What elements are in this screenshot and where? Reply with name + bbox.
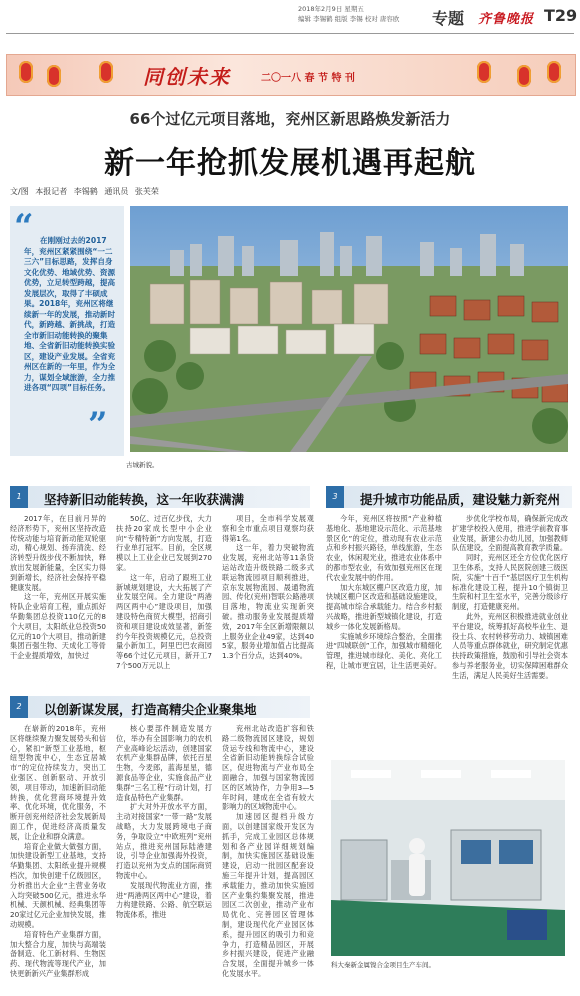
section-title: 提升城市功能品质，建设魅力新兖州: [360, 492, 561, 507]
close-quote-icon: ”: [88, 405, 108, 445]
header-editors: 编辑 李锡鹤 组版 李锡 校对 唐容欧: [298, 15, 400, 23]
lantern-icon: [547, 61, 561, 83]
section-title: 坚持新旧动能转换，这一年收获满满: [44, 492, 245, 507]
lantern-icon: [47, 65, 61, 87]
article-byline: 文/图 本报记者 李锡鹤 通讯员 张芙荣: [10, 187, 159, 196]
section-header-2: [10, 696, 310, 718]
page-number: T29: [544, 6, 578, 25]
city-aerial-photo: [130, 206, 568, 452]
section-title: 以创新谋发展，打造高精尖企业聚集地: [44, 702, 257, 717]
section3-column-1: 今年，兖州区将按照“产业种植基地化、基地建设示范化、示范基地景区化”的定位，推动现有农业示范点和乡村振兴路径，单线旅游，生态农业，休闲观光业，推进农业体系中的都市型农业，有效加强兖州区在现代农业发展中的作用。 加大东城区棚户区改造力度，加快城区棚户区改造和基础设施建设，提高城市综合承载能力。结合乡村振兴战略，推进新型城镇化建设，打造城乡一体化发展新格局。 实施城乡环境综合整治，全面推进“四城联创”工作，加强城市精细化管理，推进城市绿化、美化、亮化工程，让城市更宜居，让生活更美好。: [326, 514, 442, 670]
banner-subtitle: 二〇一八 春 节 特 刊: [261, 73, 355, 84]
newspaper-logo: 齐鲁晚报: [478, 12, 535, 27]
section-label: 专题: [432, 9, 465, 28]
section-header-1: [10, 486, 310, 508]
section-number-badge: 1: [10, 486, 28, 508]
city-photo-graphic: [130, 206, 568, 452]
header-meta: [298, 4, 428, 24]
banner-title: 同创未来: [143, 65, 231, 89]
section-number-badge: 3: [326, 486, 344, 508]
section2-column-2: 核心要部件制造发展方位，举办有全国影响力的农机产业高峰论坛活动，创建国家农机产业集群品牌，依托百星生物，今麦郎，蓝海星星，德源食品等企业，实施食品产业集群“三名工程”行动计划，打造食品特色产业集群。 扩大对外开放水平方面，主动对接国家“一带一路”发展战略，大力发展跨境电子商务，争取设立“中欧班列”兖州站点，推进兖州国际陆港建设，引导企业加强海外投资，打造以兖州为支点的国际商贸物流中心。 发展现代物流业方面，推进“两港两区两中心”建设，着力构建铁路、公路、航空联运物流体系，推进: [116, 724, 212, 920]
festival-banner: [6, 54, 576, 96]
section3-column-2: 步优化学校布局，确保新完成改扩建学校投入使用，推进学前教育事业发展，新建公办幼儿园，加强教师队伍建设，全面提高教育教学质量。 同时，兖州区还全方位优化医疗卫生体系，支持人民医院创建三级医院，实施“十百千”基层医疗卫生机构标准化建设工程，提升10个镇街卫生院和村卫生室水平，完善分级诊疗制度，打造健康兖州。 此外，兖州区积极推进就业创业平台建设，统筹抓好高校毕业生、退役士兵、农村转移劳动力、城镇困难人员等重点群体就业，研究制定优惠扶持政策措施，鼓励和引导社会资本参与养老服务业，切实保障困难群众生活，满足人民美好生活需要。: [452, 514, 568, 680]
factory-caption: 科大秦新金属镍合金项目生产车间。: [331, 961, 435, 969]
factory-workshop-photo: [331, 760, 565, 956]
section-number-badge: 2: [10, 696, 28, 718]
section1-column-1: 2017年，在目前月异的经济形势下，兖州区坚持改造传统动能与培育新动能双轮驱动，精心规划、扬弃清洗、经济转型升级步伐不断加快，释放出发展新能量，全区实力得到新增长，经济社会保持平稳健康发展。 这一年，兖州区开展实施特队企业培育工程，重点抓好华勤集团总投资110亿元的8个大项目，太阳纸业总投资50亿元的10个大项目，推动新建集团百强生物、天成化工等骨干企业提质增效，加快过: [10, 514, 106, 661]
section2-column-3: 兖州北站改造扩容和铁路二级物流园区建设，规划货运专线和物流中心，建设全省新旧动能转换综合试验区，促进物流与产业布局全面融合，加强与国家物流园区的区域协作，力争用3—5年时间，建成在全省有较大影响力的区域物流中心。 加速园区提档升级方面，以创建国家级开发区为抓手，完成工业园区总体规划和各产业园详细规划编制，加快实施园区基础设施建设，启动一批园区配套设施三年提升计划，提高园区承载能力，推动加快实施园区产业集约集聚发展，推进园区二次创业，推动产业布局优化、完善园区管理体制，建设现代化产业园区体系，提升园区的吸引力和竞争力，打造精品园区，开展乡村振兴建设，促进产业融合发展，全面提升城乡一体化发展水平。: [222, 724, 314, 978]
lantern-icon: [99, 61, 113, 83]
photo-caption: 古城新貌。: [126, 461, 159, 469]
factory-photo-graphic: [331, 760, 565, 956]
open-quote-icon: “: [14, 207, 34, 247]
lead-text: 在刚刚过去的2017年，兖州区紧紧围绕“一二三六”目标思路，发挥自身文化优势、地域优势、资源优势，立足转型跨越，提高发展层次，取得了丰硕成果。2018年，兖州区将继续新一年的发展，推动新时代，新跨越、新挑战，打造全市新旧动能转换的聚集地、全省新旧动能转换实验区，建设产业发展。全省兖州区在新的一年里，作为全力，谋划全域旅游，全力推进各项“四项”目标任务。: [24, 236, 116, 392]
article-headline: 新一年抢抓发展机遇再起航: [104, 146, 476, 181]
header-date: 2018年2月9日 星期五: [298, 5, 364, 13]
lantern-icon: [477, 61, 491, 83]
section1-column-2: 50亿、过百亿步伐，大力扶持20家成长型中小企业向“专精特新”方向发展，打造行业单打冠军。目前，全区规模以上工业企业已发展到270家。 这一年，启动了跟班工业新城规划建设，大大拓展了产业发展空间。全力建设“两港两区两中心”建设项目，加强建设特色商贸大模型，招商引资和项目建设成效显著，新签约今年投资规模亿元，总投资量小新加工，阿里巴巴农商园等66个过亿元项目，新开工77个500万元以上: [116, 514, 212, 670]
section1-column-3: 项目，全市科学发展观察和全市重点项目观察均获得第1名。 这一年，着力突破物流业发展，兖州北站等11条货运站改造升级铁路二级多式联运物流园项目顺利推进，京东发展物流园、晟通物流园、传化(兖州)智联公路港项目落地，物流业实现新突破。推动服务业发展提质增效，2017年全区新增限额以上服务业企业49家，达到405家，服务业增加值占比提高1.3个百分点，达到40%。: [222, 514, 314, 661]
header-divider: [6, 33, 574, 34]
lantern-icon: [517, 65, 531, 87]
section2-column-1: 在崭新的2018年，兖州区将继续聚力聚发展势头和信心，紧扣“新型工业基地，枢纽型物流中心，生态宜居城市”的定位持续发力，突出工业强区、创新驱动、开放引领，项目带动，加速新旧动能转换，优化营商环境提升效率、优化环境，优化服务，不断开创兖州经济社会发展新局面工作，促进经济高质量发展，让企业和群众满意。 培育企业做大做强方面，加快建设新型工业基地，支持华勤集团、太阳纸业提升规模档次，加快创建千亿级园区，分析推出大企业“主营业务收入均突破500亿元，推进永华机械、天颜机械、经典集团等20家过亿元企业加快发展，推动规模。 培育特色产业集群方面，加大整合力度，加快与高端装备制造、化工新材料、生物医药、现代物流等现代产业，加快更新新兴产业集群形成: [10, 724, 106, 978]
lantern-icon: [19, 61, 33, 83]
article-subhead: 66个过亿元项目落地，兖州区新思路焕发新活力: [129, 110, 451, 128]
section-header-3: [326, 486, 572, 508]
